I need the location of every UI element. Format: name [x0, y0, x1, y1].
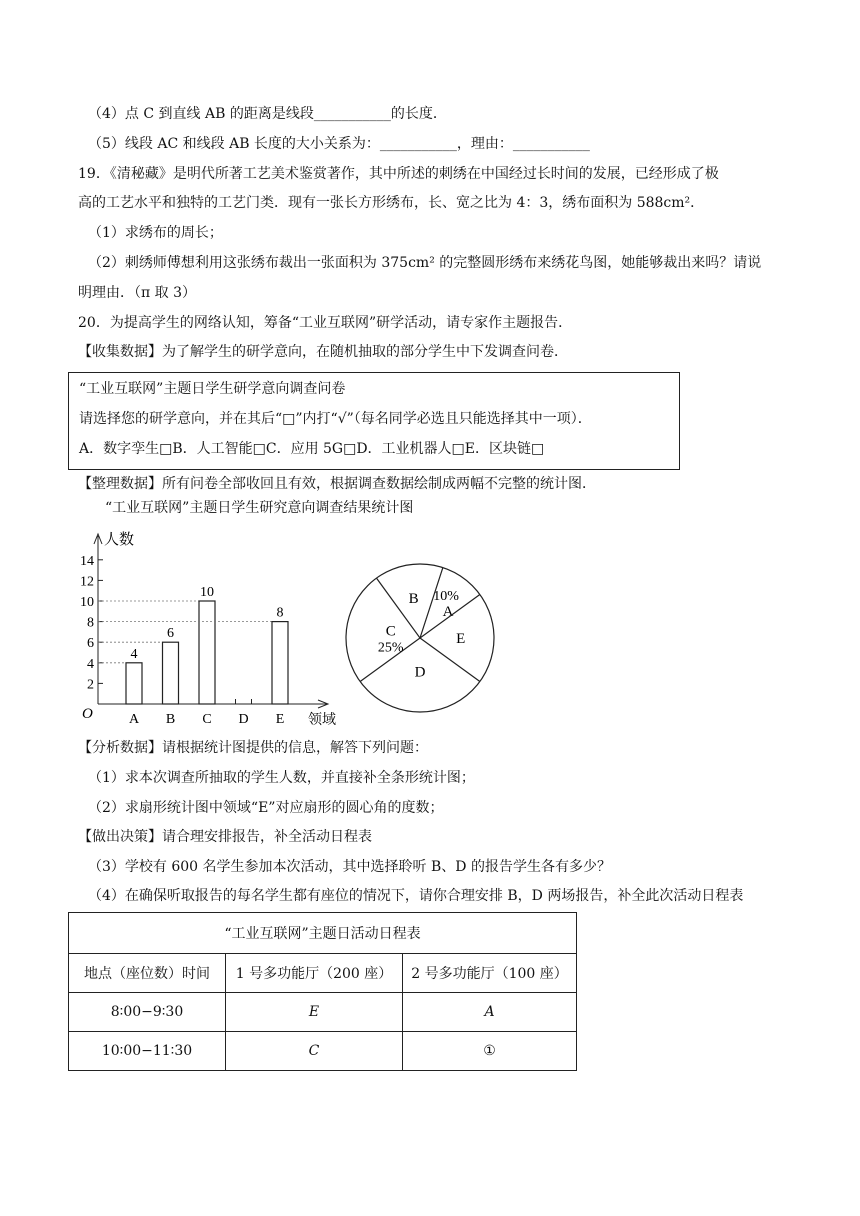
- x-tick-label: A: [128, 712, 140, 727]
- x-tick-label: E: [275, 712, 285, 727]
- analysis-question-2: （2）求扇形统计图中领域“E”对应扇形的圆心角的度数；: [88, 800, 444, 816]
- x-tick-label: C: [202, 712, 212, 727]
- y-axis-label: 人数: [104, 532, 135, 548]
- x-tick-label: B: [165, 712, 176, 727]
- survey-title: “工业互联网”主题日学生研学意向调查问卷: [79, 381, 346, 397]
- question-19-2-part2: 明理由．（π 取 3）: [78, 285, 197, 301]
- question-19-text-1: 19．《清秘藏》是明代所著工艺美术鉴赏著作，其中所述的刺绣在中国经过长时间的发展，已经形成了极: [78, 166, 719, 182]
- y-tick-label: 8: [87, 615, 94, 631]
- question-19-text-2: 高的工艺水平和独特的工艺门类．现有一张长方形绣布，长、宽之比为 4：3，绣布面积为 588cm²．: [78, 195, 705, 211]
- decision-question-3: （3）学校有 600 名学生参加本次活动，其中选择聆听 B、D 的报告学生各有多少？: [88, 859, 611, 875]
- schedule-cell-value: E: [308, 1004, 320, 1020]
- decision-question-4: （4）在确保听取报告的每名学生都有座位的情况下，请你合理安排 B，D 两场报告，补全此次活动日程表: [88, 888, 744, 904]
- question-19-2-part1: （2）刺绣师傅想利用这张绣布裁出一张面积为 375cm² 的完整圆形绣布来绣花鸟图，她能够裁出来吗？请说: [88, 255, 762, 271]
- bar: [163, 642, 179, 704]
- chart-title: “工业互联网”主题日学生研究意向调查结果统计图: [105, 500, 414, 516]
- question-20: 20．为提高学生的网络认知，筹备“工业互联网”研学活动，请专家作主题报告．: [78, 315, 573, 331]
- decision-section: 【做出决策】请合理安排报告，补全活动日程表: [78, 829, 372, 845]
- y-tick-label: 12: [80, 574, 94, 590]
- pie-slice-label: A: [442, 604, 454, 621]
- pie-slice-label: B: [408, 590, 419, 607]
- analysis-question-1: （1）求本次调查所抽取的学生人数，并直接补全条形统计图；: [88, 770, 475, 786]
- bar-chart: [70, 522, 340, 732]
- bar-value-label: 10: [200, 585, 214, 600]
- pie-slice-label: C: [385, 623, 396, 640]
- schedule-table: [68, 912, 577, 1071]
- pie-percent-label: 10%: [433, 589, 459, 605]
- y-tick-label: 6: [87, 636, 94, 652]
- survey-options: A．数字孪生□B．人工智能□C．应用 5G□D．工业机器人□E．区块链□: [79, 441, 545, 457]
- question-18-4: （4）点 C 到直线 AB 的距离是线段___________的长度．: [88, 106, 447, 122]
- schedule-cell: [226, 1032, 403, 1071]
- pie-slice-label: E: [456, 631, 466, 647]
- bar: [126, 663, 142, 704]
- y-tick-label: 2: [87, 677, 94, 693]
- pie-chart: [340, 558, 500, 718]
- x-axis-label: 领域: [308, 713, 336, 728]
- schedule-cell: ①: [403, 1032, 577, 1071]
- bar-value-label: 6: [167, 626, 174, 642]
- pie-slice-label: D: [414, 664, 426, 681]
- analyze-data-section: 【分析数据】请根据统计图提供的信息，解答下列问题：: [78, 740, 428, 756]
- y-tick-label: 4: [87, 656, 94, 672]
- organize-data-section: 【整理数据】所有问卷全部收回且有效，根据调查数据绘制成两幅不完整的统计图．: [78, 476, 596, 492]
- schedule-time-cell: 8∶00−9∶30: [69, 993, 226, 1032]
- bar: [199, 601, 215, 704]
- question-18-5: （5）线段 AC 和线段 AB 长度的大小关系为：___________，理由：___________: [88, 136, 590, 152]
- survey-box: [68, 372, 680, 470]
- schedule-row: [69, 993, 577, 1032]
- schedule-cell: [403, 993, 577, 1032]
- bar-value-label: 8: [276, 605, 284, 621]
- survey-instruction: 请选择您的研学意向，并在其后“□”内打“√”（每名同学必选且只能选择其中一项）．: [79, 411, 592, 427]
- x-tick-label: D: [238, 712, 249, 727]
- collect-data-section: 【收集数据】为了解学生的研学意向，在随机抽取的部分学生中下发调查问卷．: [78, 344, 568, 360]
- schedule-title: “工业互联网”主题日活动日程表: [69, 913, 577, 954]
- bar-value-label: 4: [130, 646, 138, 662]
- pie-percent-label: 25%: [377, 640, 404, 656]
- bar: [272, 622, 288, 704]
- y-tick-label: 14: [80, 553, 94, 569]
- schedule-time-cell: 10∶00−11∶30: [69, 1032, 226, 1071]
- schedule-cell-value: C: [308, 1043, 320, 1059]
- schedule-header-cell: 1 号多功能厅（200 座）: [226, 954, 403, 993]
- origin-label: O: [82, 706, 93, 722]
- schedule-header-cell: 2 号多功能厅（100 座）: [403, 954, 577, 993]
- y-tick-label: 10: [80, 595, 94, 610]
- schedule-cell-value: A: [484, 1004, 495, 1020]
- schedule-cell: [226, 993, 403, 1032]
- schedule-row: [69, 1032, 577, 1071]
- schedule-header-cell: 地点（座位数）时间: [69, 954, 226, 993]
- question-19-1: （1）求绣布的周长；: [88, 225, 223, 241]
